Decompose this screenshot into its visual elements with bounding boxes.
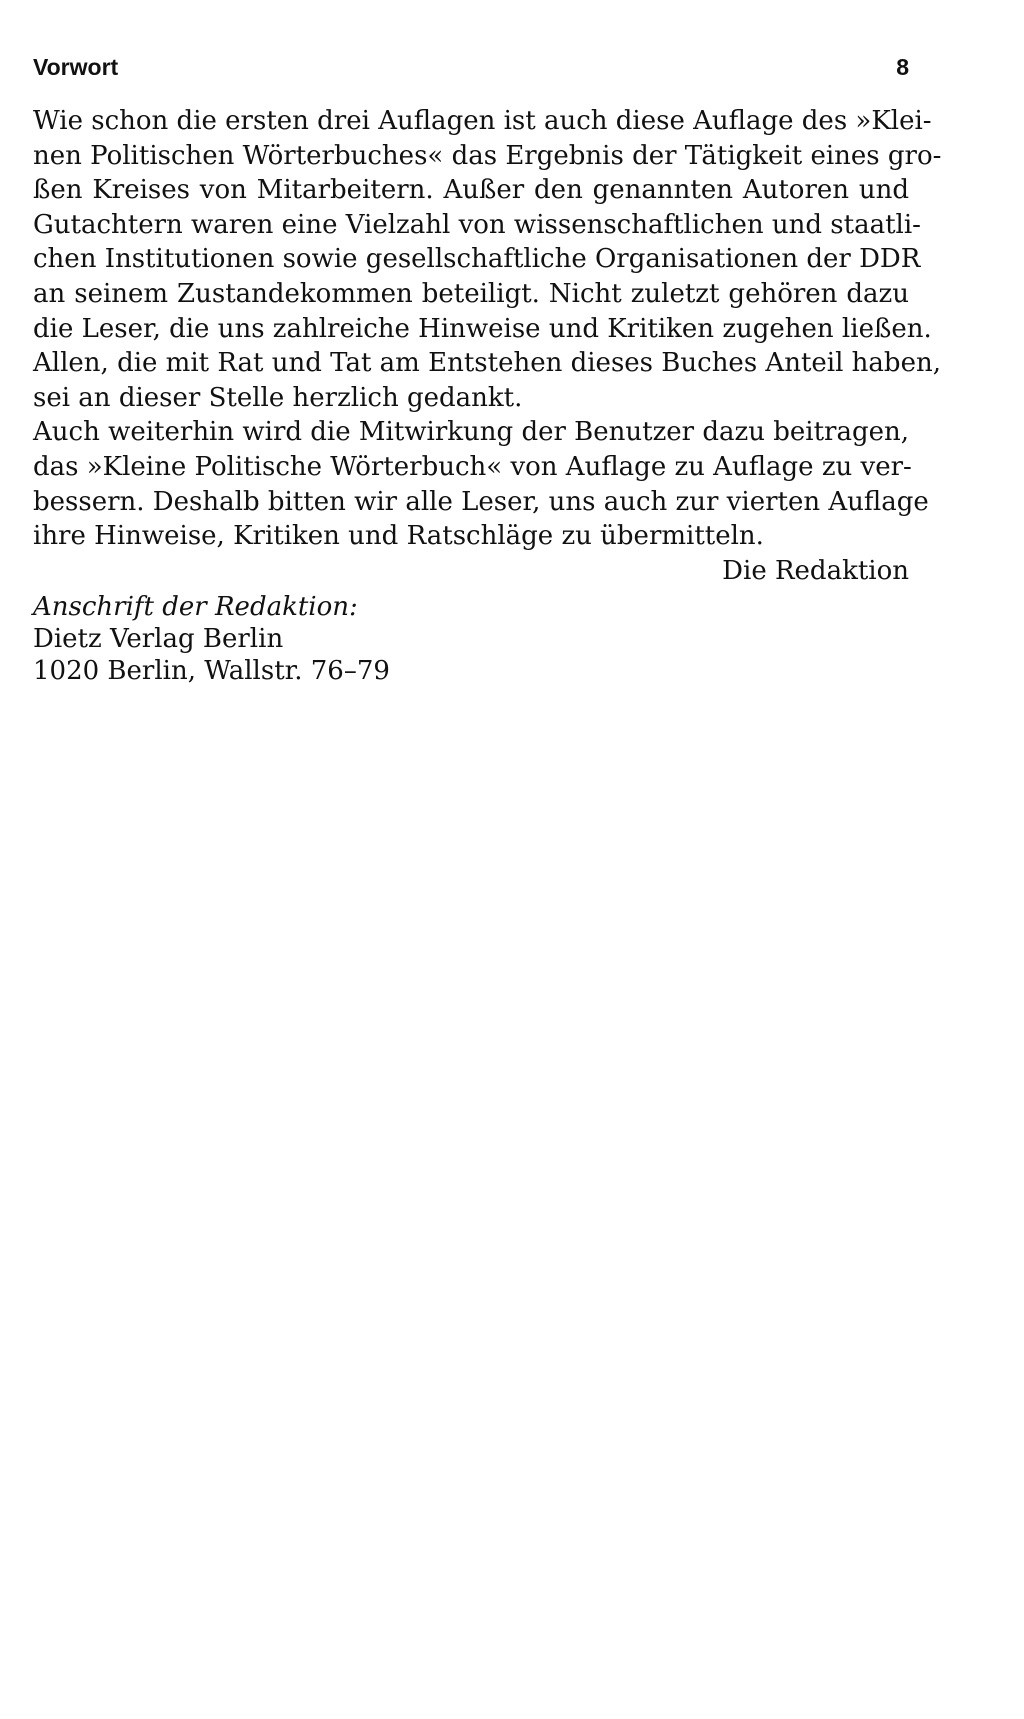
publisher-name: Dietz Verlag Berlin [33,624,284,654]
text-line: Gutachtern waren eine Vielzahl von wissenschaftlichen und staatli- [33,209,921,240]
address-label: Anschrift der Redaktion: [33,592,358,622]
text-line: an seinem Zustandekommen beteiligt. Nicht zuletzt gehören dazu [33,278,909,309]
text-line: chen Institutionen sowie gesellschaftliche Organisationen der DDR [33,244,921,275]
text-line: sei an dieser Stelle herzlich gedankt. [33,382,523,413]
text-line: die Leser, die uns zahlreiche Hinweise und Kritiken zugehen ließen. [33,313,932,344]
text-line: bessern. Deshalb bitten wir alle Leser, uns auch zur vierten Auflage [33,486,929,517]
signature: Die Redaktion [722,555,909,586]
text-line: Wie schon die ersten drei Auflagen ist auch diese Auflage des »Klei- [33,106,932,136]
page-number: 8 [896,54,909,80]
running-head [33,50,909,84]
text-line: das »Kleine Politische Wörterbuch« von Auflage zu Auflage zu ver- [33,451,912,482]
street-address: 1020 Berlin, Wallstr. 76–79 [33,656,390,686]
text-line: Auch weiterhin wird die Mitwirkung der Benutzer dazu beitragen, [33,417,909,448]
text-line: ihre Hinweise, Kritiken und Ratschläge zu übermitteln. [33,521,764,552]
section-title: Vorwort [33,54,119,80]
text-line: ßen Kreises von Mitarbeitern. Außer den genannten Autoren und [33,175,909,206]
text-line: nen Politischen Wörterbuches« das Ergebnis der Tätigkeit eines gro- [33,140,942,171]
text-line: Allen, die mit Rat und Tat am Entstehen dieses Buches Anteil haben, [33,348,941,379]
editorial-address [33,591,390,687]
foreword-text [33,104,942,588]
